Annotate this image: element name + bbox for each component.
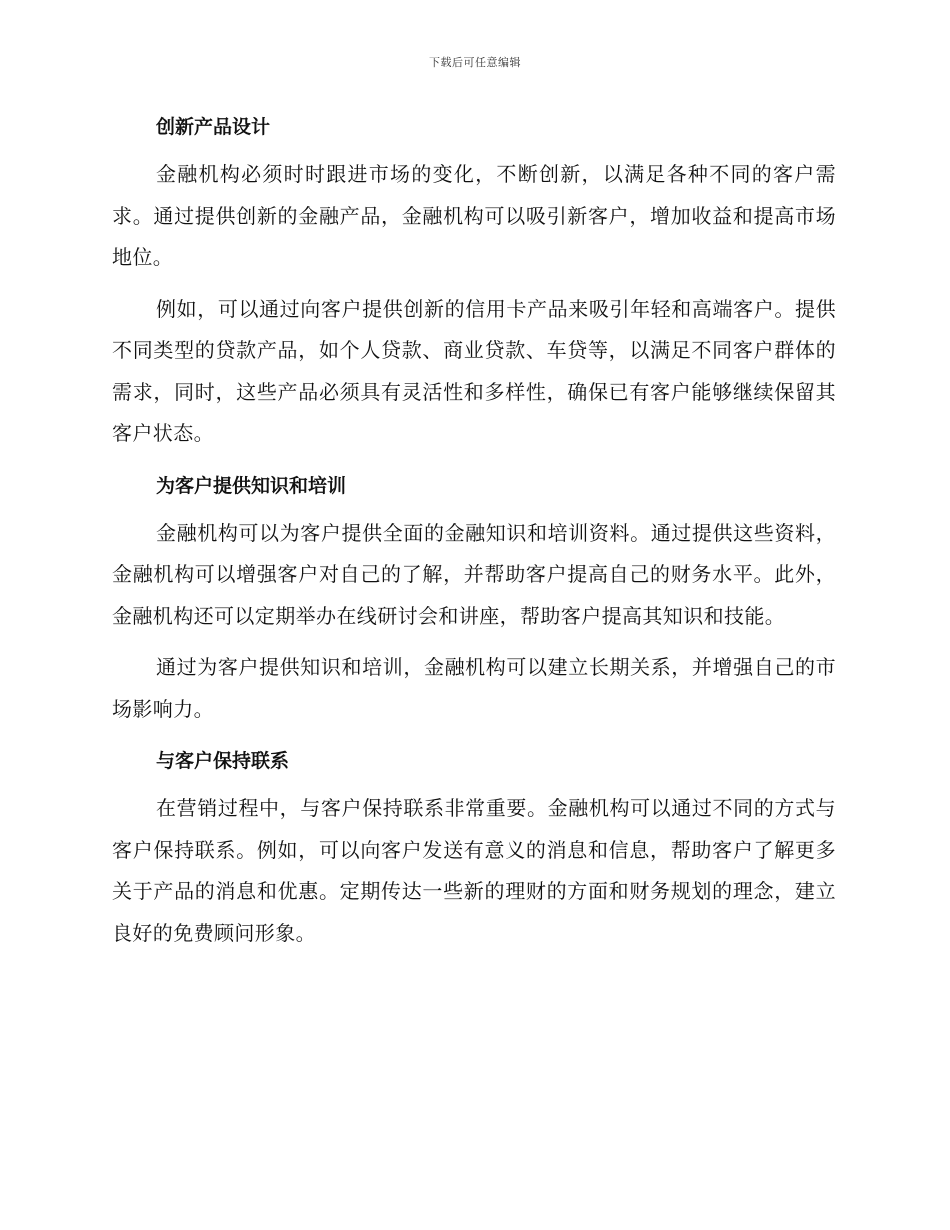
- paragraph: 通过为客户提供知识和培训，金融机构可以建立长期关系，并增强自己的市场影响力。: [112, 655, 836, 721]
- section-title: 为客户提供知识和培训: [156, 474, 347, 497]
- paragraph: 金融机构必须时时跟进市场的变化，不断创新，以满足各种不同的客户需求。通过提供创新的金融产品，金融机构可以吸引新客户，增加收益和提高市场地位。: [112, 162, 836, 269]
- section-product-design: [112, 106, 836, 455]
- paragraph: 金融机构可以为客户提供全面的金融知识和培训资料。通过提供这些资料，金融机构可以增强客户对自己的了解，并帮助客户提高自己的财务水平。此外，金融机构还可以定期举办在线研讨会和讲座，帮助客户提高其知识和技能。: [112, 520, 836, 628]
- section-keep-in-touch: [112, 740, 836, 954]
- document-body: [112, 106, 836, 964]
- section-title: 创新产品设计: [156, 116, 271, 138]
- section-title: 与客户保持联系: [156, 750, 290, 772]
- paragraph: 例如，可以通过向客户提供创新的信用卡产品来吸引年轻和高端客户。提供不同类型的贷款产品，如个人贷款、商业贷款、车贷等，以满足不同客户群体的需求，同时，这些产品必须具有灵活性和多样性，确保已有客户能够继续保留其客户状态。: [112, 296, 836, 445]
- section-knowledge-training: [112, 465, 836, 731]
- header-note: 下载后可任意编辑: [429, 56, 521, 69]
- paragraph: 在营销过程中，与客户保持联系非常重要。金融机构可以通过不同的方式与客户保持联系。例如，可以向客户发送有意义的消息和信息，帮助客户了解更多关于产品的消息和优惠。定期传达一些新的理财的方面和财务规划的理念，建立良好的免费顾问形象。: [112, 796, 836, 945]
